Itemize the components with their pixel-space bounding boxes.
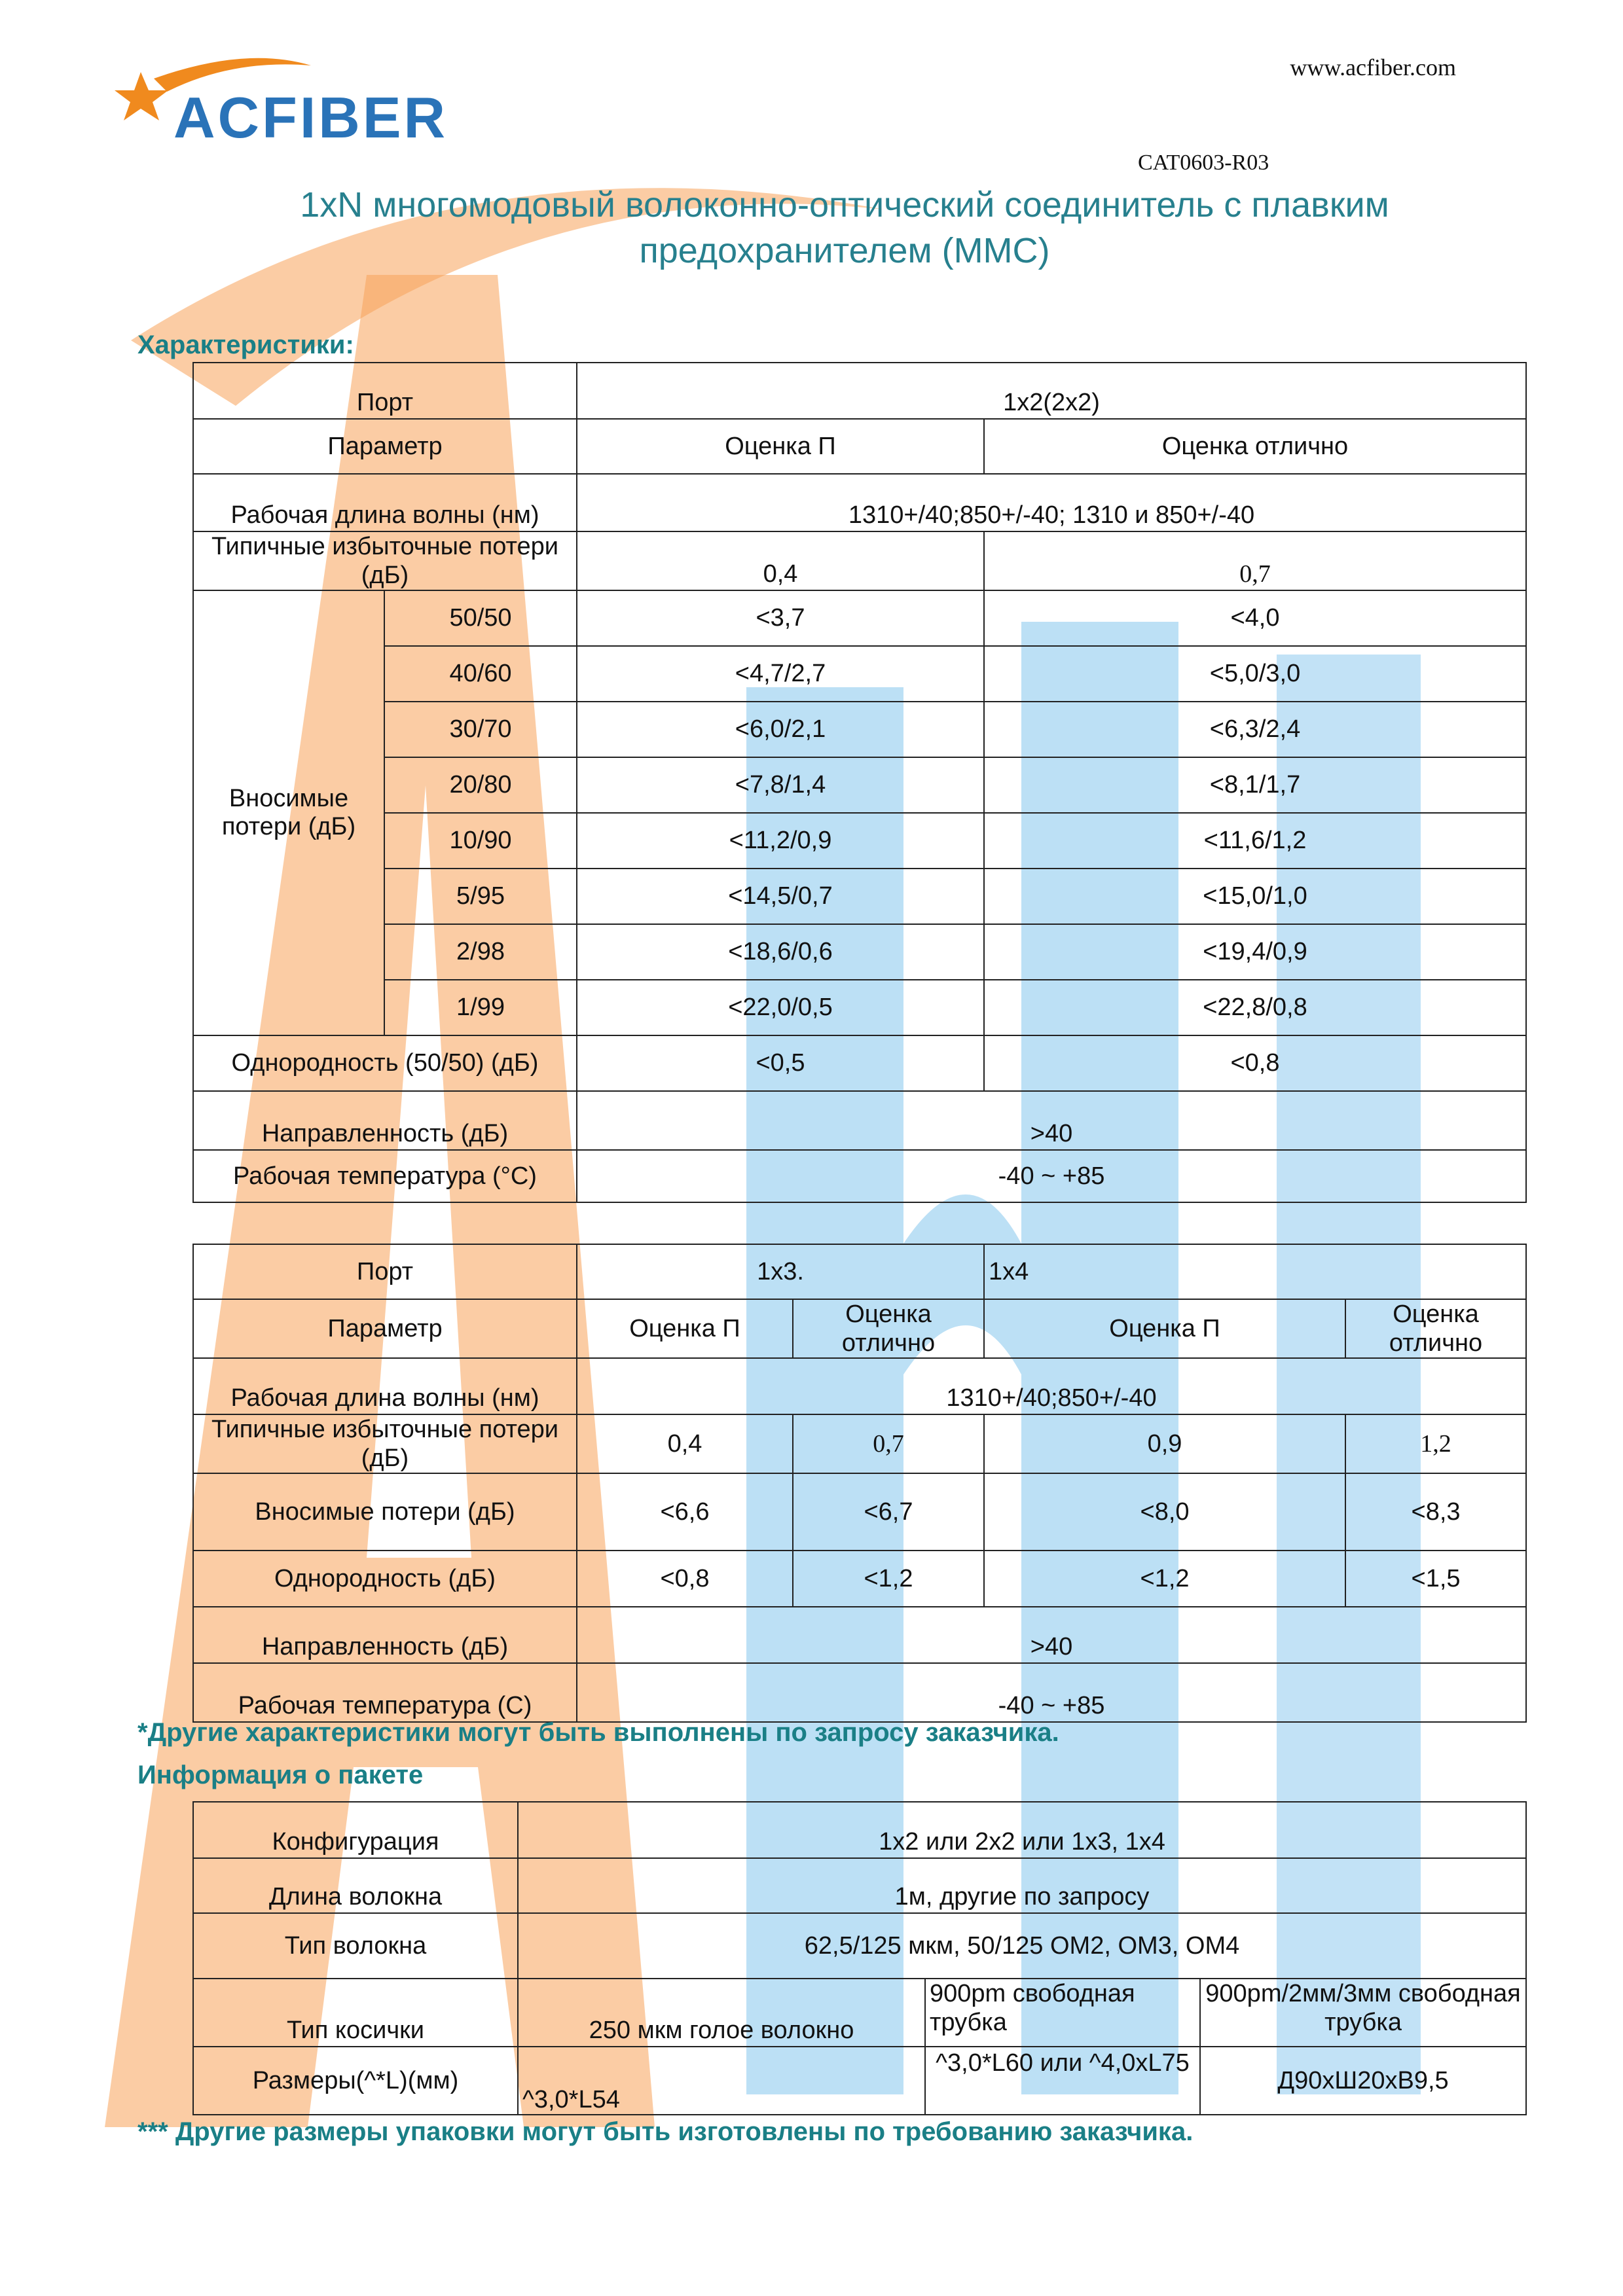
ratio-p-cell: <4,7/2,7 xyxy=(577,646,984,702)
note-packaging: *** Другие размеры упаковки могут быть изготовлены по требованию заказчика. xyxy=(137,2117,1194,2146)
fiber-type-label: Тип волокна xyxy=(193,1913,518,1979)
ratio-cell: 40/60 xyxy=(384,646,577,702)
port-label: Порт xyxy=(193,1244,577,1299)
title-line-1: 1xN многомодовый волоконно-оптический соединитель с плавким xyxy=(300,185,1389,224)
insertion-cell: <6,6 xyxy=(577,1473,793,1551)
uniformity-label: Однородность (дБ) xyxy=(193,1551,577,1607)
uniformity-e: <0,8 xyxy=(984,1035,1526,1091)
uniformity-cell: <0,8 xyxy=(577,1551,793,1607)
grade-p-header: Оценка П xyxy=(577,419,984,474)
size-loose: ^3,0*L60 или ^4,0xL75 xyxy=(925,2047,1200,2115)
port-value: 1x2(2x2) xyxy=(577,363,1526,419)
title-line-2: предохранителем (MMC) xyxy=(639,231,1050,270)
grade-excellent-1x4: Оценка отлично xyxy=(1345,1299,1526,1358)
temp-label: Рабочая температура (C) xyxy=(193,1663,577,1722)
ratio-e-cell: <8,1/1,7 xyxy=(984,757,1526,813)
wavelength-value: 1310+/40;850+/-40; 1310 и 850+/-40 xyxy=(577,474,1526,531)
grade-p-1x4: Оценка П xyxy=(984,1299,1345,1358)
wavelength-label: Рабочая длина волны (нм) xyxy=(193,1358,577,1414)
pigtail-loose-2: 900pm/2мм/3мм свободная трубка xyxy=(1200,1979,1526,2047)
ratio-e-cell: <22,8/0,8 xyxy=(984,980,1526,1035)
ratio-e-cell: <6,3/2,4 xyxy=(984,702,1526,757)
param-label: Параметр xyxy=(193,419,577,474)
excess-loss-e: 0,7 xyxy=(984,531,1526,590)
ratio-e-cell: <4,0 xyxy=(984,590,1526,646)
temp-label: Рабочая температура (°C) xyxy=(193,1150,577,1202)
ratio-cell: 30/70 xyxy=(384,702,577,757)
directivity-value: >40 xyxy=(577,1091,1526,1150)
acfiber-logo xyxy=(115,52,468,157)
directivity-value: >40 xyxy=(577,1607,1526,1663)
pigtail-label: Тип косички xyxy=(193,1979,518,2047)
catalog-code: CAT0603-R03 xyxy=(1138,151,1269,175)
spec-table-1x3-1x4 xyxy=(192,1244,1527,1723)
config-value: 1x2 или 2x2 или 1x3, 1x4 xyxy=(518,1802,1526,1858)
directivity-label: Направленность (дБ) xyxy=(193,1091,577,1150)
excess-cell: 1,2 xyxy=(1345,1414,1526,1473)
package-heading: Информация о пакете xyxy=(137,1761,424,1789)
uniformity-p: <0,5 xyxy=(577,1035,984,1091)
insertion-loss-label: Вносимые потери (дБ) xyxy=(193,590,384,1035)
uniformity-cell: <1,5 xyxy=(1345,1551,1526,1607)
ratio-p-cell: <3,7 xyxy=(577,590,984,646)
port-1x4: 1x4 xyxy=(984,1244,1526,1299)
ratio-p-cell: <18,6/0,6 xyxy=(577,924,984,980)
directivity-label: Направленность (дБ) xyxy=(193,1607,577,1663)
excess-loss-label: Типичные избыточные потери (дБ) xyxy=(193,1414,577,1473)
port-1x3: 1x3. xyxy=(577,1244,984,1299)
ratio-p-cell: <6,0/2,1 xyxy=(577,702,984,757)
size-loose-2: Д90xШ20xВ9,5 xyxy=(1200,2047,1526,2115)
temp-value: -40 ~ +85 xyxy=(577,1150,1526,1202)
spec-table-1x2 xyxy=(192,362,1527,1203)
config-label: Конфигурация xyxy=(193,1802,518,1858)
excess-cell: 0,7 xyxy=(793,1414,984,1473)
size-bare: ^3,0*L54 xyxy=(518,2047,925,2115)
ratio-cell: 1/99 xyxy=(384,980,577,1035)
insertion-cell: <8,0 xyxy=(984,1473,1345,1551)
ratio-p-cell: <22,0/0,5 xyxy=(577,980,984,1035)
excess-loss-label: Типичные избыточные потери (дБ) xyxy=(193,531,577,590)
insertion-cell: <6,7 xyxy=(793,1473,984,1551)
fiber-type-value: 62,5/125 мкм, 50/125 OM2, OM3, OM4 xyxy=(518,1913,1526,1979)
wavelength-value: 1310+/40;850+/-40 xyxy=(577,1358,1526,1414)
ratio-cell: 20/80 xyxy=(384,757,577,813)
wavelength-label: Рабочая длина волны (нм) xyxy=(193,474,577,531)
param-label: Параметр xyxy=(193,1299,577,1358)
uniformity-label: Однородность (50/50) (дБ) xyxy=(193,1035,577,1091)
ratio-p-cell: <14,5/0,7 xyxy=(577,869,984,924)
uniformity-cell: <1,2 xyxy=(984,1551,1345,1607)
page-title xyxy=(196,182,1493,274)
ratio-cell: 10/90 xyxy=(384,813,577,869)
ratio-cell: 2/98 xyxy=(384,924,577,980)
grade-excellent-header: Оценка отлично xyxy=(984,419,1526,474)
port-label: Порт xyxy=(193,363,577,419)
spec-heading: Характеристики: xyxy=(137,331,354,359)
ratio-e-cell: <19,4/0,9 xyxy=(984,924,1526,980)
length-label: Длина волокна xyxy=(193,1858,518,1913)
grade-p-1x3: Оценка П xyxy=(577,1299,793,1358)
length-value: 1м, другие по запросу xyxy=(518,1858,1526,1913)
ratio-e-cell: <11,6/1,2 xyxy=(984,813,1526,869)
package-table xyxy=(192,1801,1527,2115)
pigtail-loose: 900pm свободная трубка xyxy=(925,1979,1200,2047)
uniformity-cell: <1,2 xyxy=(793,1551,984,1607)
excess-cell: 0,9 xyxy=(984,1414,1345,1473)
ratio-cell: 5/95 xyxy=(384,869,577,924)
insertion-loss-label: Вносимые потери (дБ) xyxy=(193,1473,577,1551)
size-label: Размеры(^*L)(мм) xyxy=(193,2047,518,2115)
excess-cell: 0,4 xyxy=(577,1414,793,1473)
ratio-cell: 50/50 xyxy=(384,590,577,646)
ratio-e-cell: <15,0/1,0 xyxy=(984,869,1526,924)
note-other-specs: *Другие характеристики могут быть выполнены по запросу заказчика. xyxy=(137,1718,1059,1747)
ratio-p-cell: <11,2/0,9 xyxy=(577,813,984,869)
logo-text: ACFIBER xyxy=(173,85,448,150)
ratio-e-cell: <5,0/3,0 xyxy=(984,646,1526,702)
temp-value: -40 ~ +85 xyxy=(577,1663,1526,1722)
excess-loss-p: 0,4 xyxy=(577,531,984,590)
insertion-cell: <8,3 xyxy=(1345,1473,1526,1551)
grade-excellent-1x3: Оценка отлично xyxy=(793,1299,984,1358)
ratio-p-cell: <7,8/1,4 xyxy=(577,757,984,813)
website-url: www.acfiber.com xyxy=(1290,54,1456,81)
pigtail-bare: 250 мкм голое волокно xyxy=(518,1979,925,2047)
